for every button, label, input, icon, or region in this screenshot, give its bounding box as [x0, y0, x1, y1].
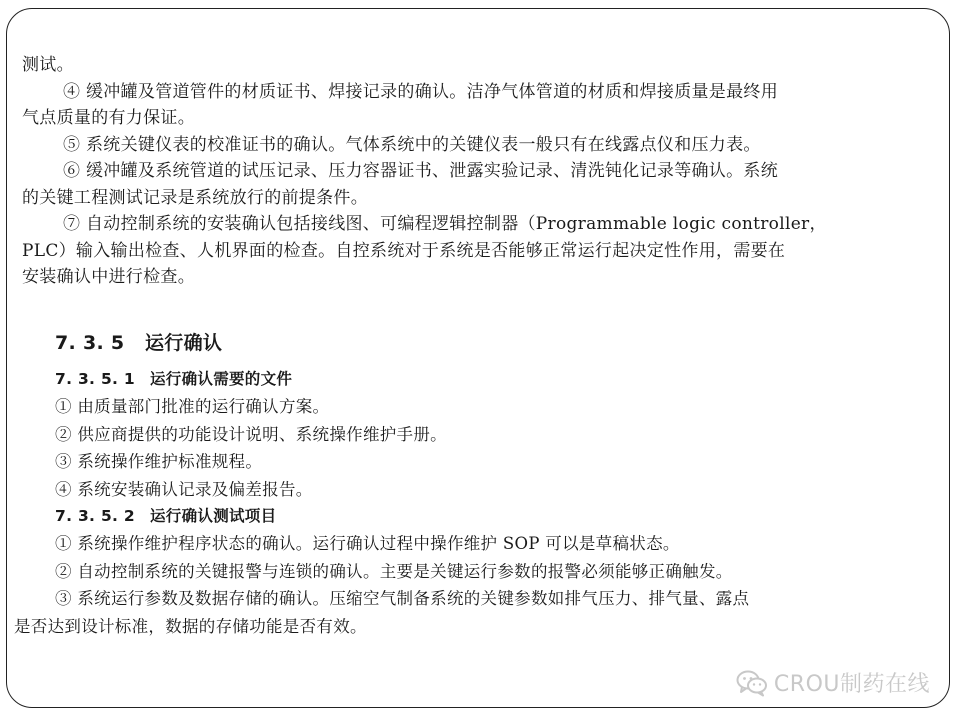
subsection-heading [14, 503, 944, 530]
list-item: ④ 系统安装确认记录及偏差报告。 [55, 479, 313, 499]
list-item: ① 由质量部门批准的运行确认方案。 [55, 397, 330, 417]
excerpt-line: ⑦ 自动控制系统的安装确认包括接线图、可编程逻辑控制器（Programmable logic controller， [63, 214, 827, 234]
watermark [736, 667, 930, 698]
section-title: 运行确认 [145, 332, 223, 354]
list-item: ① 系统操作维护程序状态的确认。运行确认过程中操作维护 SOP 可以是草稿状态。 [55, 534, 680, 554]
subsection-heading [14, 366, 944, 393]
list-item: ② 供应商提供的功能设计说明、系统操作维护手册。 [55, 424, 447, 444]
subsection-title: 运行确认需要的文件 [150, 370, 293, 388]
wechat-icon [736, 669, 768, 697]
section-heading [14, 326, 944, 360]
list-item-continuation: 是否达到设计标准，数据的存储功能是否有效。 [14, 616, 367, 636]
excerpt-line: ⑤ 系统关键仪表的校准证书的确认。气体系统中的关键仪表一般只有在线露点仪和压力表。 [63, 134, 761, 155]
list-item: ③ 系统操作维护标准规程。 [55, 452, 263, 472]
subsection-title: 运行确认测试项目 [150, 507, 277, 526]
section-number: 7. 3. 5 [55, 332, 125, 354]
excerpt-line: 安装确认中进行检查。 [22, 267, 195, 287]
excerpt-line: 测试。 [22, 55, 74, 75]
subsection-number: 7. 3. 5. 1 [55, 370, 135, 388]
excerpt-line: 的关键工程测试记录是系统放行的前提条件。 [22, 187, 368, 208]
list-item: ③ 系统运行参数及数据存储的确认。压缩空气制备系统的关键参数如排气压力、排气量、露点 [55, 589, 750, 609]
top-excerpt [22, 52, 942, 291]
excerpt-line: ④ 缓冲罐及管道管件的材质证书、焊接记录的确认。洁净气体管道的材质和焊接质量是最终用 [63, 81, 779, 102]
subsection-number: 7. 3. 5. 2 [55, 507, 135, 526]
section-body [14, 326, 944, 640]
excerpt-line: 气点质量的有力保证。 [22, 108, 195, 128]
excerpt-line: PLC）输入输出检查、人机界面的检查。自控系统对于系统是否能够正常运行起决定性作用，需要在 [22, 240, 786, 261]
list-item: ② 自动控制系统的关键报警与连锁的确认。主要是关键运行参数的报警必须能够正确触发。 [55, 561, 733, 581]
excerpt-line: ⑥ 缓冲罐及系统管道的试压记录、压力容器证书、泄露实验记录、清洗钝化记录等确认。系统 [63, 161, 779, 181]
watermark-text: CROU制药在线 [773, 672, 930, 697]
